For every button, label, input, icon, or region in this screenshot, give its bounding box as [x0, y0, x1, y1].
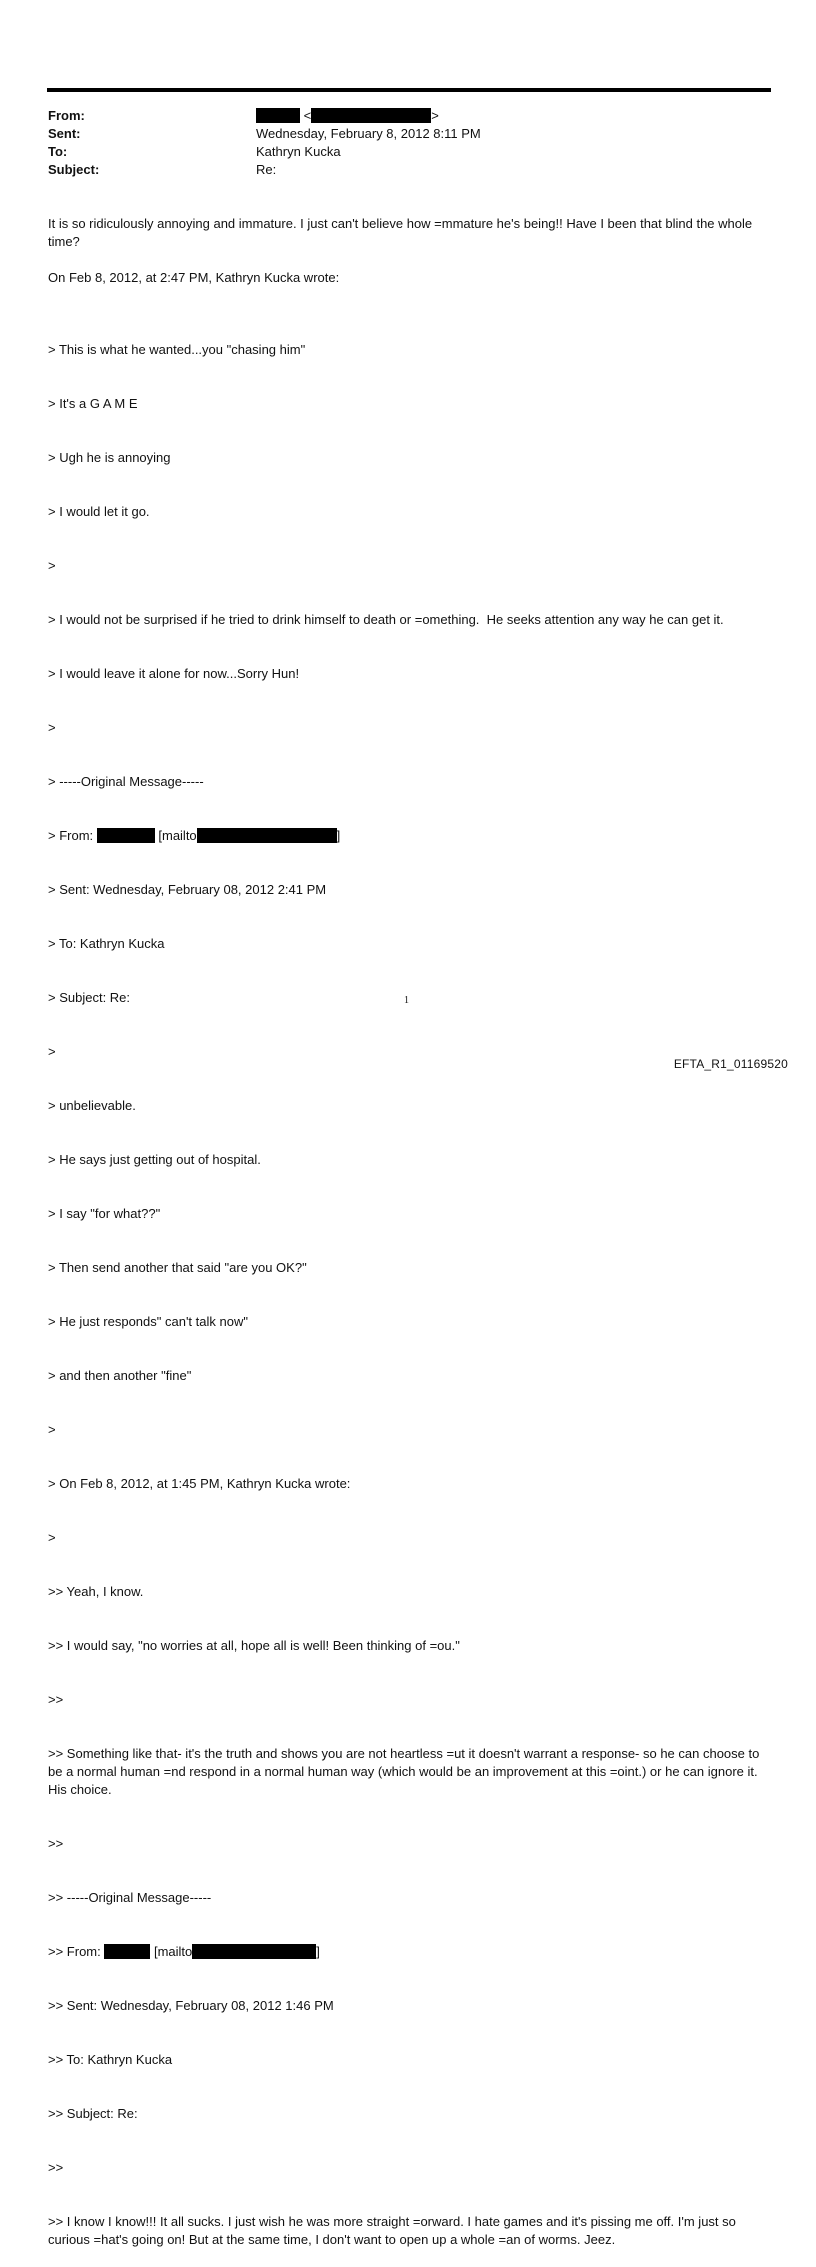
quote-line: > To: Kathryn Kucka [48, 936, 165, 951]
quote-line: > On Feb 8, 2012, at 1:45 PM, Kathryn Kucka wrote: [48, 1476, 351, 1491]
header-rule [47, 88, 771, 92]
from-gt: > [431, 108, 439, 123]
quote-line: >> Something like that- it's the truth and shows you are not heartless =ut it doesn't warrant a response- so he can choose to be a normal human =nd respond in a normal human way (which would be an improvement at this =oint.) or he can ignore it. His choice. [48, 1746, 765, 1797]
quote-line: > I would let it go. [48, 504, 150, 519]
quote-line: > [48, 720, 56, 735]
quote-line: > -----Original Message----- [48, 774, 204, 789]
quote-line: >> Sent: Wednesday, February 08, 2012 1:46 PM [48, 1998, 334, 2013]
quote-line: > I would leave it alone for now...Sorry Hun! [48, 666, 300, 681]
sent-label: Sent: [48, 126, 81, 141]
page-number: 1 [404, 995, 409, 1006]
quote-from-prefix: > From: [48, 828, 97, 843]
quote-line: > I say "for what??" [48, 1206, 161, 1221]
redaction-box [104, 1944, 150, 1959]
to-value: Kathryn Kucka [256, 144, 341, 159]
subject-label: Subject: [48, 162, 100, 177]
quote-line: > Then send another that said "are you OK?" [48, 1260, 307, 1275]
quote-line: > This is what he wanted...you "chasing him" [48, 342, 306, 357]
quote-line: > Sent: Wednesday, February 08, 2012 2:41 PM [48, 882, 327, 897]
quote-line: >> -----Original Message----- [48, 1890, 212, 1905]
redaction-box [197, 828, 337, 843]
quote-line: > Subject: Re: [48, 990, 131, 1005]
quote-line: >> To: Kathryn Kucka [48, 2052, 173, 2067]
quote-line: > He just responds" can't talk now" [48, 1314, 248, 1329]
quote-line: > It's a G A M E [48, 396, 138, 411]
redaction-box [192, 1944, 316, 1959]
from-lt: < [303, 108, 312, 123]
quote-line: > He says just getting out of hospital. [48, 1152, 261, 1167]
quote-line: >> [48, 1836, 64, 1851]
quote-attribution: On Feb 8, 2012, at 2:47 PM, Kathryn Kucka wrote: [48, 270, 340, 285]
redaction-box [311, 108, 431, 123]
quote-from-prefix: >> From: [48, 1944, 105, 1959]
quote-line: >> I would say, "no worries at all, hope all is well! Been thinking of =ou." [48, 1638, 460, 1653]
redaction-box [256, 108, 300, 123]
from-label: From: [48, 108, 85, 123]
to-label: To: [48, 144, 68, 159]
quote-line: > [48, 1044, 56, 1059]
quote-mailto: [mailto [150, 1944, 193, 1959]
quote-mailto: [mailto [154, 828, 197, 843]
quote-line: > [48, 558, 56, 573]
quote-line: >> I know I know!!! It all sucks. I just wish he was more straight =orward. I hate games and it's pissing me off. I'm just so curious =hat's going on! But at the same time, I don't want to open up a whole =an of worms. Jeez. [48, 2214, 740, 2247]
message-paragraph: It is so ridiculously annoying and immature. I just can't believe how =mmature he's being!! Have I been that blind the whole time? [48, 216, 756, 249]
quote-from-line [48, 1943, 770, 1961]
quote-line: > and then another "fine" [48, 1368, 192, 1383]
quoted-block-1 [48, 305, 770, 2267]
quote-line: > unbelievable. [48, 1098, 136, 1113]
from-value [256, 107, 439, 125]
redaction-box [97, 828, 155, 843]
quote-line: >> [48, 1692, 64, 1707]
quote-mailto-close: ] [336, 828, 341, 843]
subject-value: Re: [256, 162, 277, 177]
quote-line: > Ugh he is annoying [48, 450, 171, 465]
quote-from-line [48, 827, 770, 845]
quote-line: > [48, 1422, 56, 1437]
quote-line: >> Yeah, I know. [48, 1584, 144, 1599]
quote-line: > I would not be surprised if he tried to drink himself to death or =omething. He seeks attention any way he can get it. [48, 612, 724, 627]
quote-line: >> Subject: Re: [48, 2106, 138, 2121]
quote-line: > [48, 1530, 56, 1545]
quote-mailto-close: ] [316, 1944, 320, 1959]
quote-line: >> [48, 2160, 64, 2175]
sent-value: Wednesday, February 8, 2012 8:11 PM [256, 126, 481, 141]
document-id: EFTA_R1_01169520 [673, 1057, 788, 1071]
